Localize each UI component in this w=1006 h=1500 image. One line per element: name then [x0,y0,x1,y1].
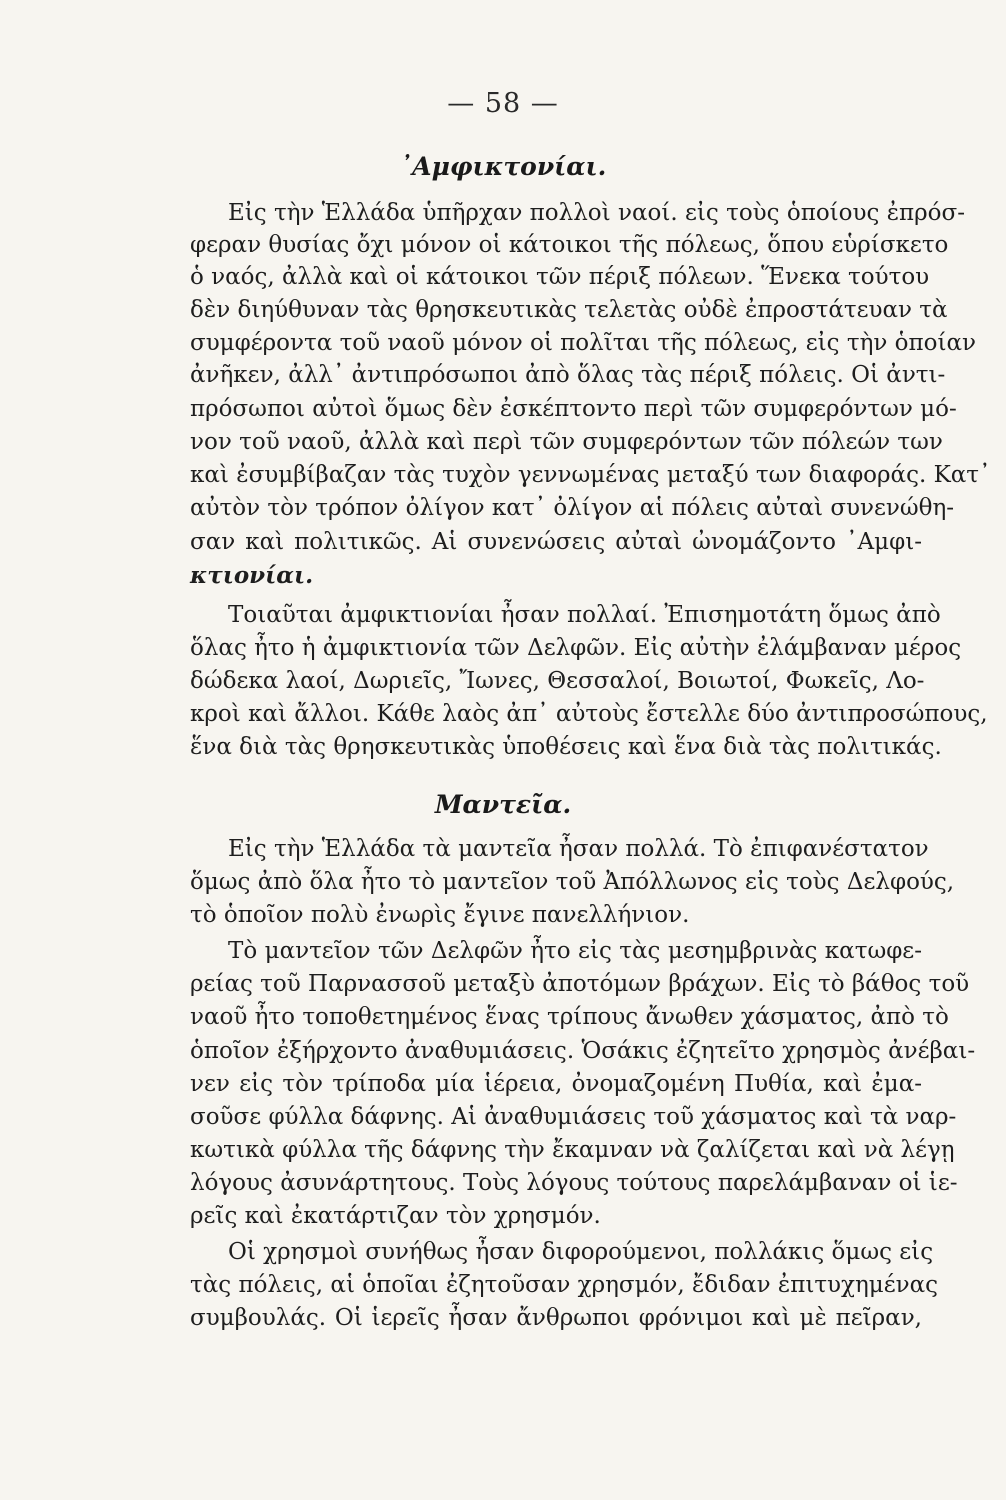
text-line: ἀνῆκεν, ἀλλ᾿ ἀντιπρόσωποι ἀπὸ ὅλας τὰς πέριξ πόλεις. Οἱ ἀντι- [190,362,946,388]
text-line: Τὸ μαντεῖον τῶν Δελφῶν ἦτο εἰς τὰς μεσημβρινὰς κατωφε- [228,938,922,964]
section-title-oracles: Μαντεῖα. [434,790,572,819]
text-line: συμφέροντα τοῦ ναοῦ μόνον οἱ πολῖται τῆς πόλεως, εἰς τὴν ὁποίαν [190,330,976,356]
text-line: ρείας τοῦ Παρνασσοῦ μεταξὺ ἀποτόμων βράχων. Εἰς τὸ βάθος τοῦ [190,971,970,997]
text-line: δώδεκα λαοί, Δωριεῖς, Ἴωνες, Θεσσαλοί, Βοιωτοί, Φωκεῖς, Λο- [190,668,925,694]
text-line: ὁποῖον ἐξήρχοντο ἀναθυμιάσεις. Ὁσάκις ἐζητεῖτο χρησμὸς ἀνέβαι- [190,1038,976,1064]
text-line: ὁ ναός, ἀλλὰ καὶ οἱ κάτοικοι τῶν πέριξ πόλεων. Ἕνεκα τούτου [190,264,930,290]
text-line: νον τοῦ ναοῦ, ἀλλὰ καὶ περὶ τῶν συμφερόντων τῶν πόλεών των [190,429,943,455]
text-line: ὅλας ἦτο ἡ ἀμφικτιονία τῶν Δελφῶν. Εἰς αὐτὴν ἐλάμβαναν μέρος [190,635,962,661]
text-line: σοῦσε φύλλα δάφνης. Αἱ ἀναθυμιάσεις τοῦ χάσματος καὶ τὰ ναρ- [190,1104,957,1130]
text-line: νεν εἰς τὸν τρίποδα μία ἱέρεια, ὀνομαζομένη Πυθία, καὶ ἐμα- [190,1071,922,1097]
text-line: Οἱ χρησμοὶ συνήθως ἦσαν διφορούμενοι, πολλάκις ὅμως εἰς [228,1239,934,1265]
section-title-amphictyonies: ᾿Αμφικτονίαι. [399,152,607,181]
text-line: Εἰς τὴν Ἑλλάδα ὑπῆρχαν πολλοὶ ναοί. εἰς τοὺς ὁποίους ἐπρόσ- [228,200,965,226]
text-line: ὅμως ἀπὸ ὅλα ἦτο τὸ μαντεῖον τοῦ Ἀπόλλωνος εἰς τοὺς Δελφούς, [190,869,955,895]
text-line: κροὶ καὶ ἄλλοι. Κάθε λαὸς ἀπ᾿ αὐτοὺς ἔστελλε δύο ἀντιπροσώπους, [190,701,988,727]
text-line: ρεῖς καὶ ἐκατάρτιζαν τὸν χρησμόν. [190,1203,601,1229]
text-line: καὶ ἐσυμβίβαζαν τὰς τυχὸν γεννωμένας μεταξύ των διαφοράς. Κατ᾿ [190,462,991,488]
text-line: τὸ ὁποῖον πολὺ ἐνωρὶς ἔγινε πανελλήνιον. [190,902,690,928]
text-line: κτιονίαι. [190,562,314,589]
text-line: συμβουλάς. Οἱ ἱερεῖς ἦσαν ἄνθρωποι φρόνιμοι καὶ μὲ πεῖραν, [190,1305,922,1331]
text-line: κωτικὰ φύλλα τῆς δάφνης τὴν ἔκαμναν νὰ ζαλίζεται καὶ νὰ λέγῃ [190,1137,955,1163]
text-line: Εἰς τὴν Ἑλλάδα τὰ μαντεῖα ἦσαν πολλά. Τὸ ἐπιφανέστατον [228,836,929,862]
text-line: πρόσωποι αὐτοὶ ὅμως δὲν ἐσκέπτοντο περὶ τῶν συμφερόντων μό- [190,396,957,422]
text-line: σαν καὶ πολιτικῶς. Αἱ συνενώσεις αὐταὶ ὠνομάζοντο ᾿Αμφι- [190,529,922,555]
text-line: φεραν θυσίας ὄχι μόνον οἱ κάτοικοι τῆς πόλεως, ὅπου εὑρίσκετο [190,232,949,258]
text-line: ναοῦ ἦτο τοποθετημένος ἕνας τρίπους ἄνωθεν χάσματος, ἀπὸ τὸ [190,1004,949,1030]
text-line: ἕνα διὰ τὰς θρησκευτικὰς ὑποθέσεις καὶ ἕνα διὰ τὰς πολιτικάς. [190,734,942,760]
page-number: — 58 — [447,88,559,119]
text-line: αὐτὸν τὸν τρόπον ὀλίγον κατ᾿ ὀλίγον αἱ πόλεις αὐταὶ συνενώθη- [190,495,955,521]
text-line: λόγους ἀσυνάρτητους. Τοὺς λόγους τούτους παρελάμβαναν οἱ ἱε- [190,1170,958,1196]
text-line: δὲν διηύθυναν τὰς θρησκευτικὰς τελετὰς οὐδὲ ἐπροστάτευαν τὰ [190,297,948,323]
text-line: τὰς πόλεις, αἱ ὁποῖαι ἐζητοῦσαν χρησμόν, ἔδιδαν ἐπιτυχημένας [190,1272,939,1298]
text-line: Τοιαῦται ἀμφικτιονίαι ἦσαν πολλαί. Ἐπισημοτάτη ὅμως ἀπὸ [228,602,941,628]
